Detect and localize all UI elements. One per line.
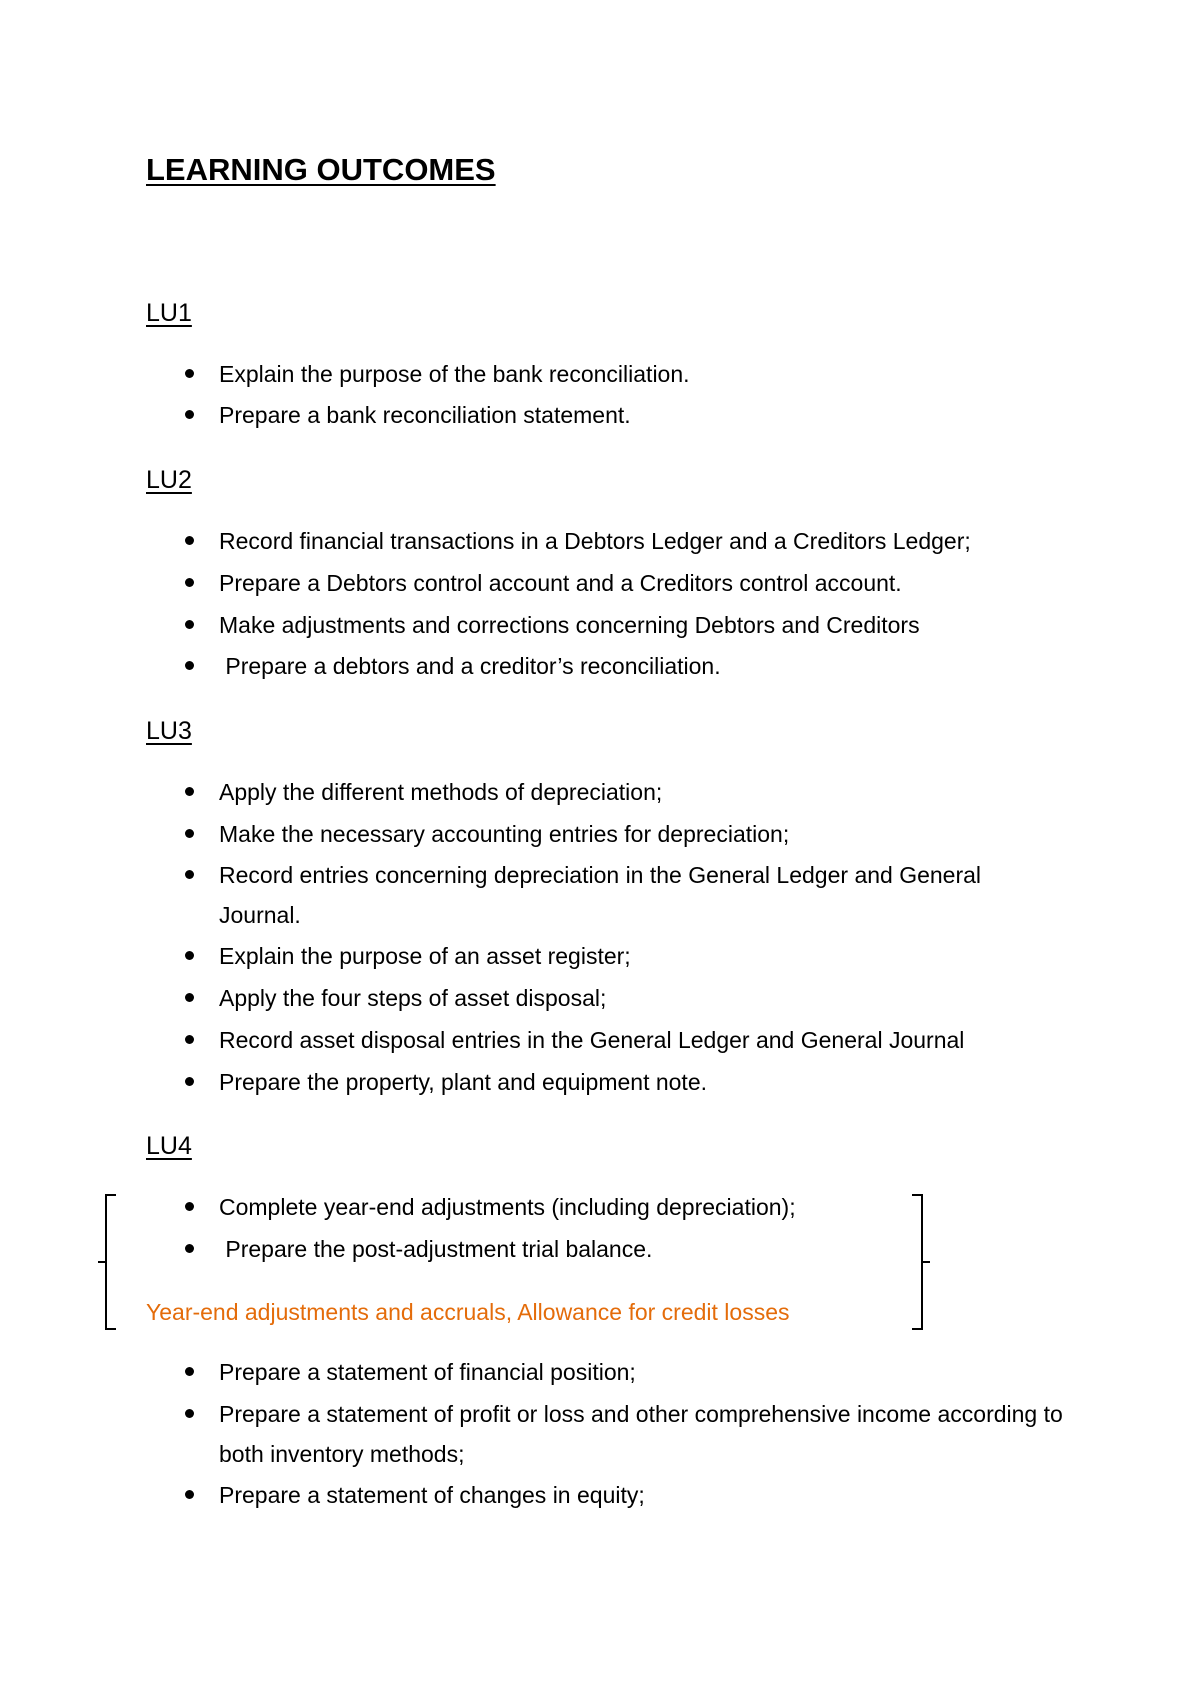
bullet-icon	[185, 829, 194, 838]
list-item-text: Prepare a statement of financial position;	[219, 1359, 636, 1385]
section-heading-lu4: LU4	[146, 1132, 192, 1160]
list-item-text: Prepare the property, plant and equipment note.	[219, 1069, 708, 1095]
bullet-icon	[185, 787, 194, 796]
list-item-text: Prepare a debtors and a creditor’s reconciliation.	[219, 653, 721, 679]
list-item-text: Prepare the post-adjustment trial balance.	[219, 1236, 653, 1262]
list-item-text: Make adjustments and corrections concerning Debtors and Creditors	[219, 612, 920, 638]
bullet-icon	[185, 410, 194, 419]
left-bracket-icon	[98, 1194, 118, 1330]
bullet-icon	[185, 1202, 194, 1211]
list-item-text: Apply the four steps of asset disposal;	[219, 985, 607, 1011]
list-item-text: Prepare a bank reconciliation statement.	[219, 402, 631, 428]
list-item-text: Record financial transactions in a Debtors Ledger and a Creditors Ledger;	[219, 528, 971, 554]
list-item-text: Explain the purpose of an asset register;	[219, 943, 631, 969]
bullet-icon	[185, 536, 194, 545]
bullet-icon	[185, 578, 194, 587]
highlighted-note: Year-end adjustments and accruals, Allowance for credit losses	[146, 1299, 790, 1325]
list-item-text: Apply the different methods of depreciation;	[219, 779, 663, 805]
bullet-icon	[185, 1367, 194, 1376]
bullet-icon	[185, 951, 194, 960]
list-item-text: Make the necessary accounting entries for depreciation;	[219, 821, 790, 847]
list-item-text: Explain the purpose of the bank reconciliation.	[219, 361, 690, 387]
section-heading-lu1: LU1	[146, 299, 192, 327]
list-item-text: Complete year-end adjustments (including depreciation);	[219, 1194, 796, 1220]
bullet-icon	[185, 661, 194, 670]
bullet-icon	[185, 1490, 194, 1499]
section-heading-lu3: LU3	[146, 717, 192, 745]
section-heading-lu2: LU2	[146, 466, 192, 494]
bullet-icon	[185, 1077, 194, 1086]
bullet-icon	[185, 620, 194, 629]
bullet-icon	[185, 1244, 194, 1253]
list-item-text: Prepare a Debtors control account and a Creditors control account.	[219, 570, 902, 596]
list-item-text: Prepare a statement of changes in equity;	[219, 1482, 645, 1508]
list-item-text: Prepare a statement of profit or loss and other comprehensive income according to both inventory methods;	[219, 1401, 1070, 1467]
bullet-icon	[185, 993, 194, 1002]
document-title: LEARNING OUTCOMES	[146, 152, 496, 187]
list-item-text: Record asset disposal entries in the General Ledger and General Journal	[219, 1027, 965, 1053]
list-item-text: Record entries concerning depreciation in the General Ledger and General Journal.	[219, 862, 988, 928]
bullet-icon	[185, 1409, 194, 1418]
bullet-icon	[185, 369, 194, 378]
bullet-icon	[185, 870, 194, 879]
bullet-icon	[185, 1035, 194, 1044]
